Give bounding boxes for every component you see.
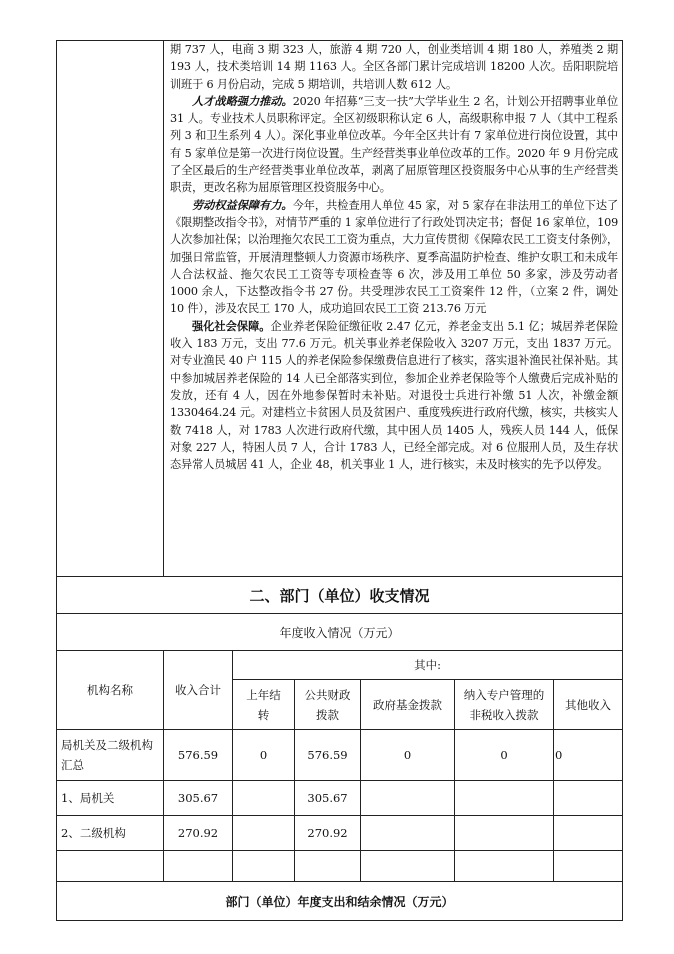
row-non-tax [455,781,554,816]
header-of-which: 其中: [233,651,623,680]
row-other [554,851,623,882]
row-non-tax: 0 [455,730,554,781]
expense-title-row [57,882,623,921]
table-row [57,781,623,816]
narrative-left-cell [57,41,164,577]
header-total: 收入合计 [164,651,233,730]
expense-title: 部门（单位）年度支出和结余情况（万元） [57,882,623,921]
row-gov-fund [361,781,455,816]
row-total: 270.92 [164,816,233,851]
row-fiscal [295,851,361,882]
main-table [56,40,623,921]
section-title: 二、部门（单位）收支情况 [57,577,623,614]
row-carryover [233,851,295,882]
table-row [57,816,623,851]
header-carryover: 上年结转 [233,680,295,730]
document-frame [56,40,622,909]
header-gov-fund: 政府基金拨款 [361,680,455,730]
row-fiscal: 270.92 [295,816,361,851]
training-paragraph: 期 737 人，电商 3 期 323 人，旅游 4 期 720 人，创业类培训 4 期 180 人，养殖类 2 期 193 人，技术类培训 14 期 1163 人。全区各部门累计完成培训 18200 人次。岳阳职院培训班于 6 月份启动，完成 5 期培训，共培训人数 612 人。 [170,43,619,91]
header-non-tax: 纳入专户管理的非税收入拨款 [455,680,554,730]
row-other: 0 [554,730,623,781]
narrative-row [57,41,623,577]
header-org-name: 机构名称 [57,651,164,730]
row-carryover [233,816,295,851]
row-total: 576.59 [164,730,233,781]
income-title: 年度收入情况（万元） [57,614,623,651]
security-lead: 强化社会保障。 [192,318,271,333]
row-non-tax [455,816,554,851]
row-other [554,816,623,851]
row-fiscal: 576.59 [295,730,361,781]
section-title-row [57,577,623,614]
row-name: 1、局机关 [57,781,164,816]
income-title-row [57,614,623,651]
header-row-1 [57,651,623,680]
row-name: 2、二级机构 [57,816,164,851]
security-body: 企业养老保险征缴征收 2.47 亿元，养老金支出 5.1 亿；城居养老保险收入 183 万元，支出 77.6 万元。机关事业养老保险收入 3207 万元，支出 1837 万元。对专业渔民 40 户 115 人的养老保险参保缴费信息进行了核实，落实退补渔民社保补贴。其中参加城居养老保险的 14 人已全部落实到位，参加企业养老保险等个人缴费后完成补贴的发放，还有 4 人，因在外地参保暂时未补贴。对退役士兵进行补缴 51 人次，补缴金额 1330464.24 元。对建档立卡贫困人员及贫困户、重度残疾进行政府代缴，核实，共核实人数 7418 人，对 1783 人次进行政府代缴，其中困人员 1405 人，残疾人员 144 人，低保对象 227 人，特困人员 7 人，合计 1783 人，已经全部完成。对 6 位服刑人员，及生存状态异常人员城居 41 人，企业 48，机关事业 1 人，进行核实，未及时核实的先予以停发。 [170,319,619,472]
row-name [57,851,164,882]
row-gov-fund [361,851,455,882]
header-other: 其他收入 [554,680,623,730]
row-carryover: 0 [233,730,295,781]
row-non-tax [455,851,554,882]
row-fiscal: 305.67 [295,781,361,816]
narrative-cell [164,41,623,577]
row-total [164,851,233,882]
row-gov-fund: 0 [361,730,455,781]
talent-lead: 人才战略强力推动。 [192,93,293,108]
header-fiscal: 公共财政拨款 [295,680,361,730]
row-gov-fund [361,816,455,851]
row-total: 305.67 [164,781,233,816]
row-other [554,781,623,816]
social-security-paragraph [170,318,618,474]
labor-rights-paragraph [170,197,618,318]
talent-paragraph [170,93,618,197]
row-name: 局机关及二级机构汇总 [57,730,164,781]
table-row [57,730,623,781]
talent-body: 2020 年招募“三支一扶”大学毕业生 2 名，计划公开招聘事业单位 31 人。专业技术人员职称评定。全区初级职称认定 6 人，高级职称申报 7 人（其中工程系列 3 和卫生系列 4 人）。深化事业单位改革。今年全区共计有 7 家单位进行岗位设置，其中有 5 家单位是第一次进行岗位设置。生产经营类事业单位改革的工作。2020 年 9 月份完成了全区最后的生产经营类事业单位改革，剥离了屈原管理区投资服务中心从事的生产经营类职责，更改名称为屈原管理区投资服务中心。 [170,94,619,195]
labor-lead: 劳动权益保障有力。 [192,197,293,212]
labor-body: 今年，共检查用人单位 45 家，对 5 家存在非法用工的单位下达了《限期整改指令书》，对情节严重的 1 家单位进行了行政处罚决定书；督促 16 家单位，109 人次参加社保；以治理拖欠农民工工资为重点，大力宣传贯彻《保障农民工工资支付条例》，加强日常监管，开展清理整顿人力资源市场秩序、夏季高温防护检查、维护女职工和未成年人合法权益、拖欠农民工工资等专项检查等 6 次，涉及用工单位 50 多家，涉及劳动者 1000 余人，下达整改指令书 27 份。共受理涉农民工工资案件 12 件，（立案 2 件，调处 10 件），涉及农民工 170 人，成功追回农民工工资 213.76 万元 [170,198,619,316]
table-row [57,851,623,882]
row-carryover [233,781,295,816]
